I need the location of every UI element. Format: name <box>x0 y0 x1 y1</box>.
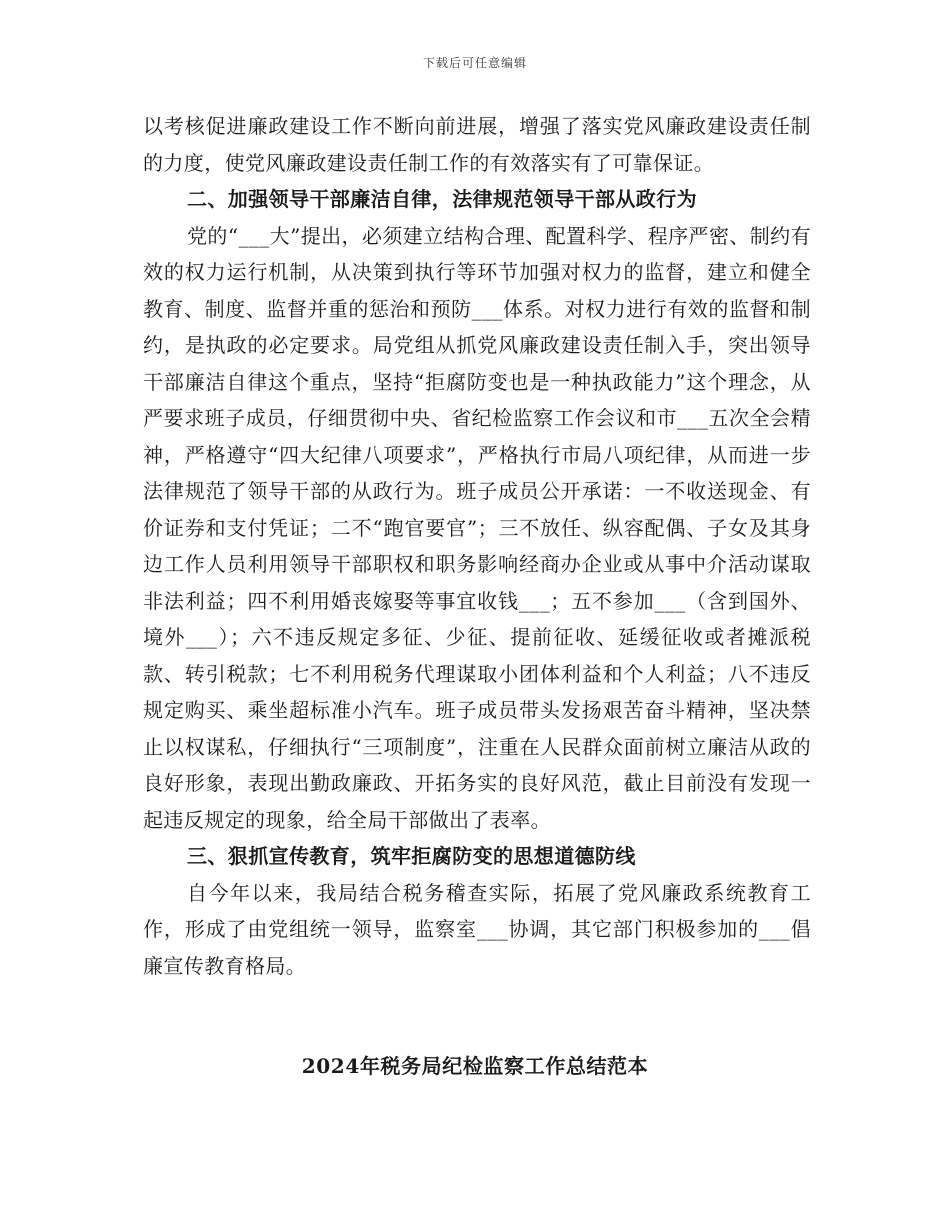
header-note: 下载后可任意编辑 <box>422 56 527 70</box>
paragraph-section-3: 自今年以来，我局结合税务稽查实际，拓展了党风廉政系统教育工作，形成了由党组统一领导，监察室___协调，其它部门积极参加的___倡廉宣传教育格局。 <box>143 880 811 978</box>
section-heading-2: 二、加强领导干部廉洁自律，法律规范领导干部从政行为 <box>187 187 697 211</box>
paragraph-section-2: 党的“___大”提出，必须建立结构合理、配置科学、程序严密、制约有效的权力运行机制，从决策到执行等环节加强对权力的监督，建立和健全教育、制度、监督并重的惩治和预防___体系。对权力进行有效的监督和制约，是执政的必定要求。局党组从抓党风廉政建设责任制入手，突出领导干部廉洁自律这个重点，坚持“拒腐防变也是一种执政能力”这个理念，从严要求班子成员，仔细贯彻中央、省纪检监察工作会议和市___五次全会精神，严格遵守“四大纪律八项要求”，严格执行市局八项纪律，从而进一步法律规范了领导干部的从政行为。班子成员公开承诺：一不收送现金、有价证券和支付凭证；二不“跑官要官”；三不放任、纵容配偶、子女及其身边工作人员利用领导干部职权和职务影响经商办企业或从事中介活动谋取非法利益；四不利用婚丧嫁娶等事宜收钱___；五不参加___（含到国外、境外___）；六不违反规定多征、少征、提前征收、延缓征收或者摊派税款、转引税款；七不利用税务代理谋取小团体利益和个人利益；八不违反规定购买、乘坐超标准小汽车。班子成员带头发扬艰苦奋斗精神，坚决禁止以权谋私，仔细执行“三项制度”，注重在人民群众面前树立廉洁从政的良好形象，表现出勤政廉政、开拓务实的良好风范，截止目前没有发现一起违反规定的现象，给全局干部做出了表率。 <box>143 223 811 832</box>
paragraph-continuation: 以考核促进廉政建设工作不断向前进展，增强了落实党风廉政建设责任制的力度，使党风廉政建设责任制工作的有效落实有了可靠保证。 <box>143 114 811 175</box>
document-title: 2024年税务局纪检监察工作总结范本 <box>301 1054 649 1078</box>
document-body <box>143 108 811 984</box>
section-heading-3: 三、狠抓宣传教育，筑牢拒腐防变的思想道德防线 <box>187 844 636 868</box>
